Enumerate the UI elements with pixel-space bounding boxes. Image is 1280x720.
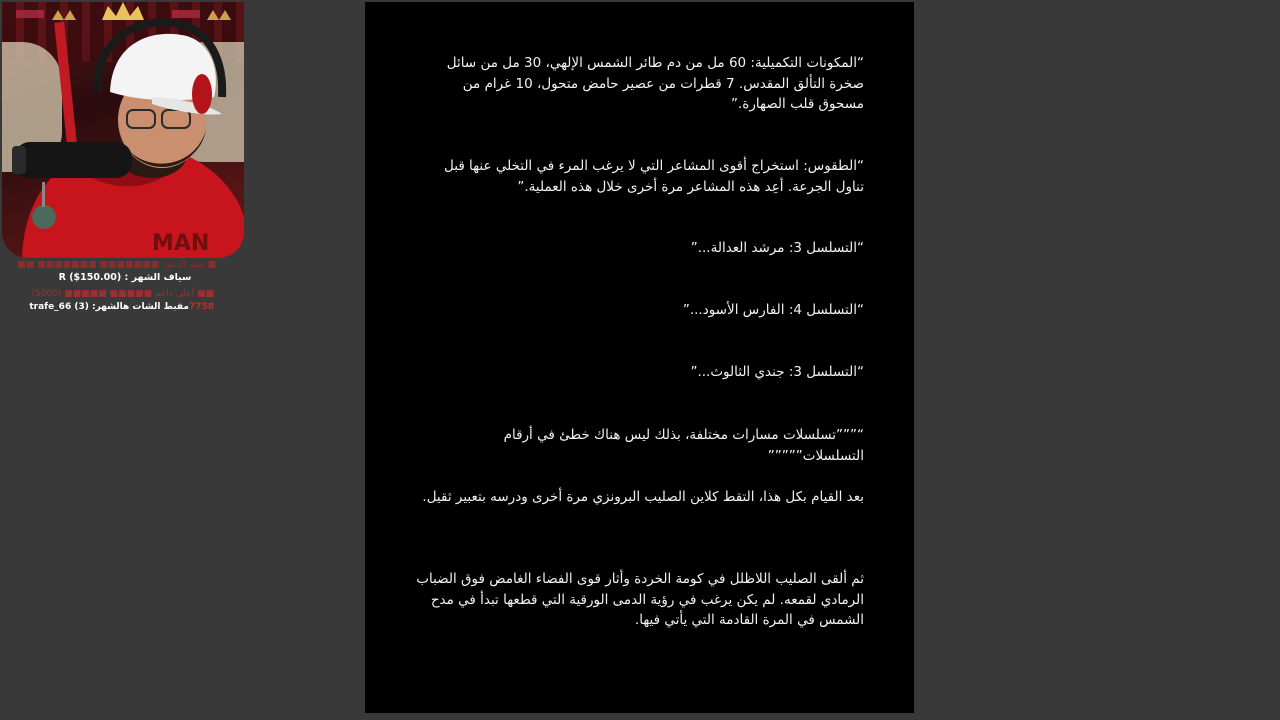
svg-text:MAN: MAN xyxy=(152,231,210,256)
paragraph-sequence-3-justice: “التسلسل 3: مرشد العدالة...” xyxy=(690,240,864,256)
chatter-main: مفبط الشات هالشهر: (3) trafe_66 xyxy=(29,302,189,312)
top-supporter-line: ■■ أعلى داعم ■■■■■ ■■■■■ (5000) xyxy=(31,289,214,299)
top-donor-month: سياف الشهر : (R ($150.00 xyxy=(58,272,192,283)
top-chatter-month xyxy=(29,302,214,312)
paragraph-bronze-cross: بعد القيام بكل هذا، التقط كلاين الصليب البرونزي مرة أخرى ودرسه بتعبير ثقيل. xyxy=(422,489,864,505)
paragraph-sequence-4-knight: “التسلسل 4: الفارس الأسود...” xyxy=(682,302,864,318)
document-page xyxy=(365,2,914,713)
crown-icon xyxy=(16,2,231,20)
paragraph-ingredients: “المكونات التكميلية: 60 مل من دم طائر الشمس الإلهي، 30 مل من سائل صخرة التألق المقدس. 7 قطرات من عصير حامض متحول، 10 غرام من مسحوق قلب الصهارة.” xyxy=(446,55,864,112)
alert-line-top: ■ تنبيه الدعم: ■■■■■■■ ■■■■■■■ ■■ xyxy=(17,260,216,270)
paragraph-ritual: “الطقوس: استخراج أقوى المشاعر التي لا يرغب المرء في التخلي عنها قبل تناول الجرعة. أعِد هذه المشاعر مرة أخرى خلال هذه العملية.” xyxy=(444,158,864,195)
chatter-prefix: 7758 xyxy=(188,302,214,312)
paragraph-pathways-note: “”””تسلسلات مسارات مختلفة، بذلك ليس هناك خطئ في أرقام التسلسلات””””” xyxy=(503,427,864,464)
paragraph-sequence-3-trinity: “التسلسل 3: جندي الثالوث...” xyxy=(690,364,864,380)
streamer-figure xyxy=(2,2,244,258)
paragraph-gray-fog: ثم ألقى الصليب اللاظلل في كومة الخردة وأثار قوى الفضاء الغامض فوق الضباب الرمادي لقمعه. لم يكن يرغب في رؤية الدمى الورقية التي قطعها تبدأ في مدح الشمس في المرة القادمة التي يأتي فيها. xyxy=(416,571,864,628)
webcam-feed xyxy=(2,2,244,258)
